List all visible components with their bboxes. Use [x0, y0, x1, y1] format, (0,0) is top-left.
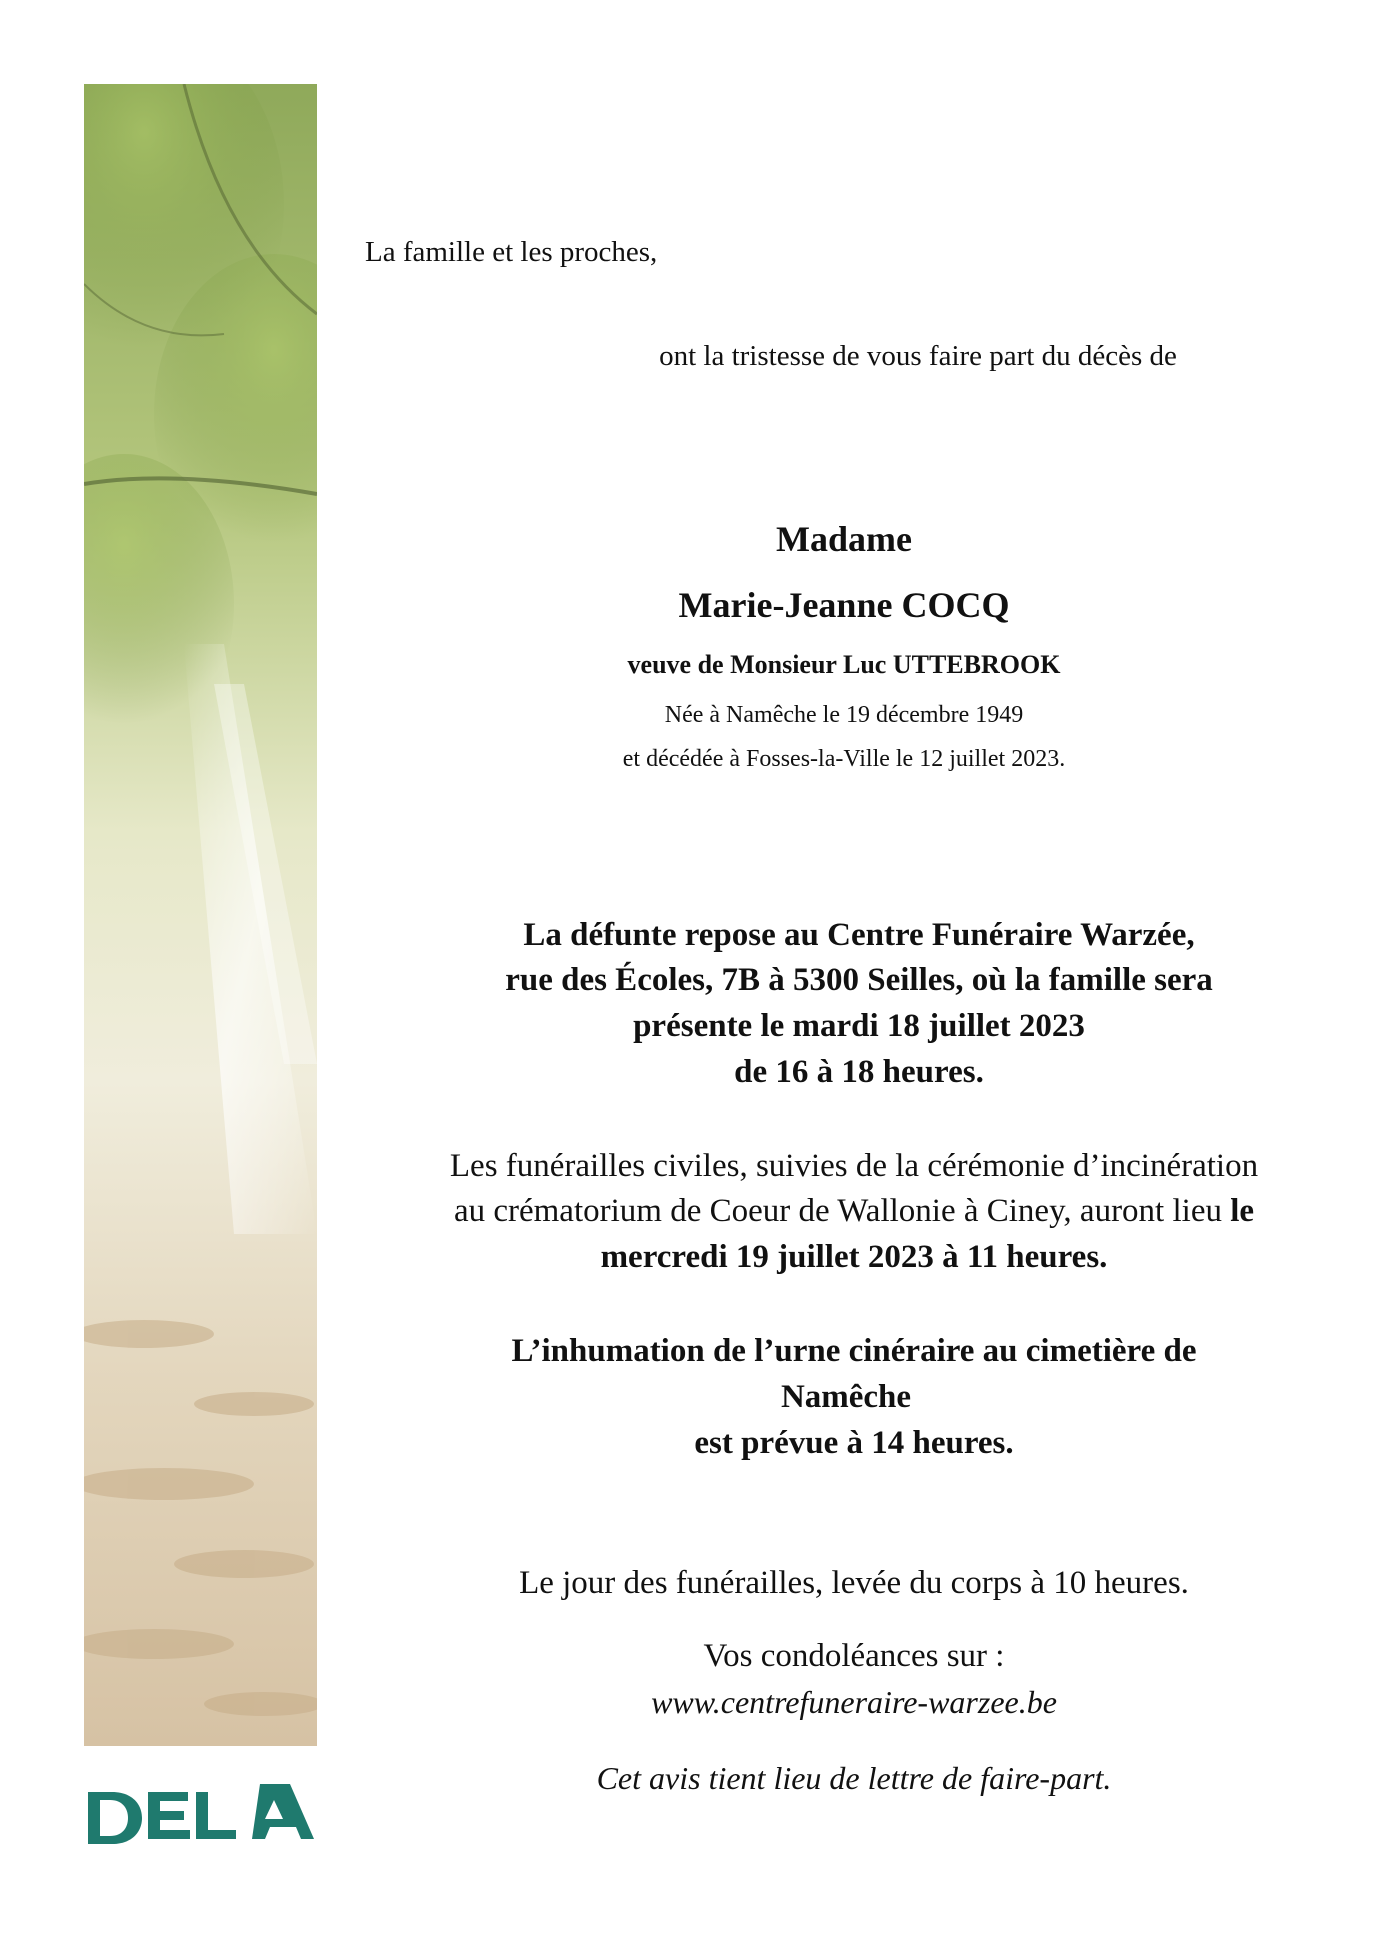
condolences-url-link[interactable]: www.centrefuneraire-warzee.be [651, 1684, 1057, 1720]
funeral-line-2-bold: le [1230, 1193, 1255, 1229]
repose-line-1: La défunte repose au Centre Funéraire Warzée, [523, 917, 1195, 953]
opening-line: La famille et les proches, [365, 236, 658, 268]
funeral-line-2-regular: au crématorium de Coeur de Wallonie à Ciney, auront lieu [453, 1193, 1231, 1229]
forest-path-image [84, 84, 317, 1746]
spouse-line: veuve de Monsieur Luc UTTEBROOK [627, 650, 1061, 679]
dela-logo [84, 1780, 317, 1850]
death-line: et décédée à Fosses-la-Ville le 12 juillet 2023. [622, 746, 1066, 772]
deceased-title: Madame [776, 519, 912, 559]
burial-line-3: est prévue à 14 heures. [694, 1425, 1014, 1461]
departure-line: Le jour des funérailles, levée du corps à 10 heures. [519, 1565, 1189, 1601]
faire-part-notice: Cet avis tient lieu de lettre de faire-part. [596, 1760, 1112, 1796]
notice-content [330, 0, 1378, 1949]
birth-line: Née à Namêche le 19 décembre 1949 [664, 702, 1024, 728]
funeral-line-1: Les funérailles civiles, suivies de la cérémonie d’incinération [449, 1148, 1259, 1184]
funeral-line-2 [330, 1193, 1378, 1230]
announcement-line: ont la tristesse de vous faire part du décès de [659, 340, 1177, 372]
burial-line-1: L’inhumation de l’urne cinéraire au cimetière de [511, 1333, 1197, 1369]
repose-line-3: présente le mardi 18 juillet 2023 [633, 1008, 1085, 1044]
repose-line-2: rue des Écoles, 7B à 5300 Seilles, où la famille sera [505, 962, 1213, 998]
deceased-name: Marie-Jeanne COCQ [678, 585, 1010, 625]
condolences-label: Vos condoléances sur : [703, 1638, 1005, 1674]
burial-line-2: Namêche [780, 1379, 912, 1415]
repose-line-4: de 16 à 18 heures. [734, 1054, 984, 1090]
funeral-line-3: mercredi 19 juillet 2023 à 11 heures. [600, 1239, 1108, 1275]
